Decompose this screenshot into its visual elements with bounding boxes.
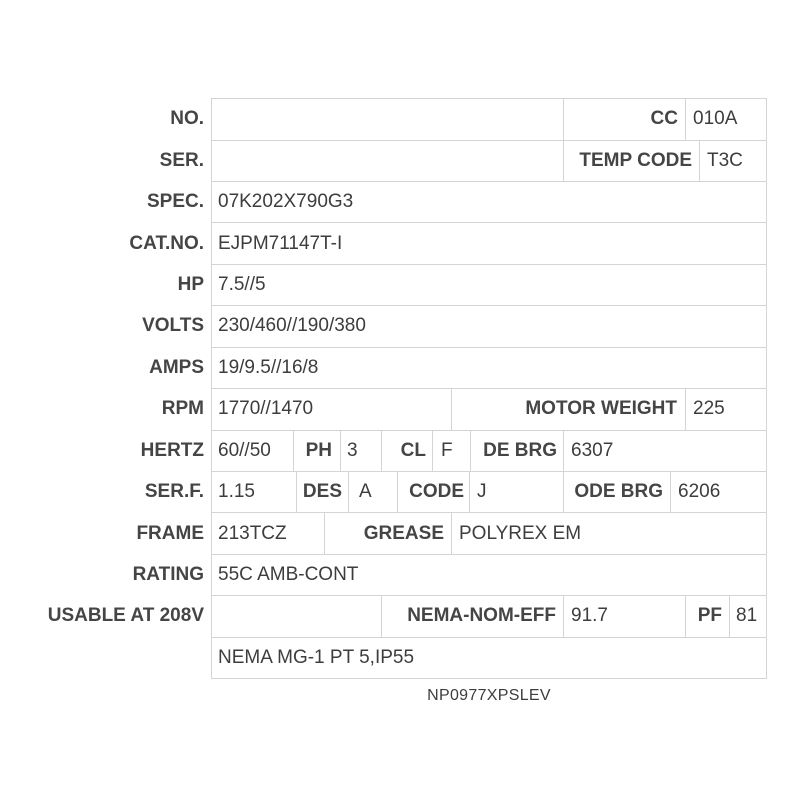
label-temp-code: TEMP CODE <box>579 150 692 171</box>
row-divider <box>211 471 767 472</box>
value-nema-nom-eff: 91.7 <box>571 605 608 626</box>
row-divider <box>211 140 767 141</box>
row-divider <box>211 512 767 513</box>
row-divider <box>211 222 767 223</box>
label-grease: GREASE <box>363 523 444 544</box>
value-rating: 55C AMB-CONT <box>218 564 359 585</box>
cell-divider <box>340 430 341 471</box>
value-standard: NEMA MG-1 PT 5,IP55 <box>218 647 415 668</box>
row-divider <box>211 554 767 555</box>
cell-divider <box>432 430 433 471</box>
label-ser: SER. <box>159 150 204 171</box>
label-de-brg: DE BRG <box>483 440 557 461</box>
label-hertz: HERTZ <box>140 440 204 461</box>
nameplate-part-number: NP0977XPSLEV <box>427 687 551 704</box>
value-cl: F <box>441 440 453 461</box>
value-cc: 010A <box>693 108 738 129</box>
cell-divider <box>685 388 686 430</box>
value-volts: 230/460//190/380 <box>218 315 366 336</box>
value-catno: EJPM71147T-I <box>218 233 343 254</box>
cell-divider <box>348 471 349 512</box>
value-pf: 81 <box>736 605 758 626</box>
cell-divider <box>469 471 470 512</box>
cell-divider <box>451 512 452 554</box>
cell-divider <box>685 98 686 140</box>
value-serf: 1.15 <box>218 481 255 502</box>
value-hp: 7.5//5 <box>218 274 266 295</box>
cell-divider <box>699 140 700 181</box>
value-rpm: 1770//1470 <box>218 398 314 419</box>
label-rpm: RPM <box>161 398 204 419</box>
label-motor-weight: MOTOR WEIGHT <box>525 398 677 419</box>
label-catno: CAT.NO. <box>129 233 204 254</box>
value-amps: 19/9.5//16/8 <box>218 357 319 378</box>
cell-divider <box>729 595 730 637</box>
row-divider <box>211 305 767 306</box>
value-spec: 07K202X790G3 <box>218 191 354 212</box>
row-divider <box>211 347 767 348</box>
value-ph: 3 <box>347 440 358 461</box>
label-amps: AMPS <box>149 357 204 378</box>
label-frame: FRAME <box>136 523 204 544</box>
label-ph: PH <box>305 440 332 461</box>
value-temp-code: T3C <box>707 150 743 171</box>
label-des: DES <box>302 481 342 502</box>
label-serf: SER.F. <box>144 481 204 502</box>
row-divider <box>211 181 767 182</box>
label-cc: CC <box>650 108 678 129</box>
label-cl: CL <box>400 440 426 461</box>
label-hp: HP <box>177 274 204 295</box>
row-divider <box>211 388 767 389</box>
cell-divider <box>563 430 564 471</box>
value-motor-weight: 225 <box>693 398 725 419</box>
row-divider <box>211 637 767 638</box>
row-divider <box>211 264 767 265</box>
value-ode-brg: 6206 <box>678 481 721 502</box>
row-divider <box>211 595 767 596</box>
value-code: J <box>477 481 487 502</box>
label-no: NO. <box>170 108 204 129</box>
label-nema-nom-eff: NEMA-NOM-EFF <box>407 605 556 626</box>
label-rating: RATING <box>132 564 204 585</box>
value-des: A <box>359 481 372 502</box>
value-hertz: 60//50 <box>218 440 271 461</box>
label-usable-208v: USABLE AT 208V <box>47 605 204 626</box>
label-ode-brg: ODE BRG <box>574 481 663 502</box>
label-pf: PF <box>697 605 722 626</box>
label-volts: VOLTS <box>142 315 204 336</box>
row-divider <box>211 430 767 431</box>
value-grease: POLYREX EM <box>459 523 582 544</box>
value-de-brg: 6307 <box>571 440 614 461</box>
cell-divider <box>563 595 564 637</box>
label-code: CODE <box>409 481 464 502</box>
value-frame: 213TCZ <box>218 523 287 544</box>
cell-divider <box>670 471 671 512</box>
label-spec: SPEC. <box>146 191 204 212</box>
